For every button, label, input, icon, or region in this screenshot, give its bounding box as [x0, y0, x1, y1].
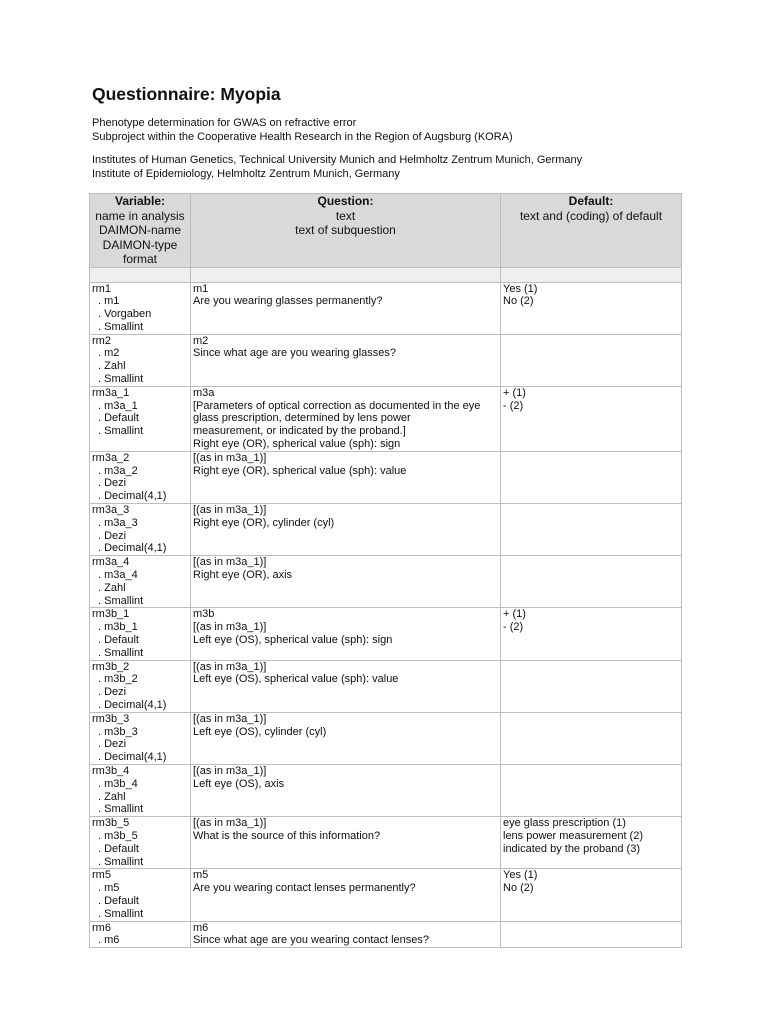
table-row	[90, 282, 682, 334]
default-line: eye glass prescription (1)	[503, 817, 626, 830]
table-row	[90, 608, 682, 660]
spacer-row	[90, 267, 682, 282]
variable-line: . m6	[98, 934, 120, 947]
default-line: + (1)	[503, 386, 526, 399]
variable-line: rm6	[92, 921, 111, 934]
table-row	[90, 556, 682, 608]
default-cell	[501, 386, 682, 451]
variable-line: . Dezi	[98, 477, 127, 490]
variable-line: rm3a_2	[92, 451, 130, 464]
variable-line: . m3b_5	[98, 829, 138, 842]
default-line: Yes (1)	[503, 282, 538, 295]
variable-line: . Decimal(4,1)	[98, 699, 167, 711]
variable-line: rm3a_1	[92, 386, 130, 399]
institute-line: Institute of Epidemiology, Helmholtz Zentrum Munich, Germany	[92, 168, 400, 180]
question-line: m1	[193, 282, 209, 295]
variable-line: . Default	[98, 842, 139, 855]
question-line: glass prescription, determined by lens power	[193, 412, 411, 425]
question-line: Are you wearing contact lenses permanently?	[193, 882, 416, 895]
default-line: Yes (1)	[503, 869, 538, 882]
question-line: m5	[193, 869, 209, 882]
variable-line: rm1	[92, 282, 111, 295]
default-cell	[501, 556, 682, 608]
header-variable-line: DAIMON-type	[102, 237, 178, 252]
question-line: Left eye (OS), cylinder (cyl)	[193, 725, 327, 738]
page-title: Questionnaire: Myopia	[92, 84, 281, 104]
question-line: [Parameters of optical correction as documented in the eye	[193, 399, 481, 412]
default-cell	[501, 712, 682, 764]
default-cell	[501, 334, 682, 386]
question-line: Right eye (OR), spherical value (sph): value	[193, 464, 407, 477]
question-line: Since what age are you wearing glasses?	[193, 347, 397, 360]
variable-line: . m3b_2	[98, 673, 138, 686]
header-default	[501, 194, 682, 268]
variable-line: . m3b_4	[98, 777, 138, 790]
variable-cell	[90, 764, 191, 816]
question-cell	[191, 386, 501, 451]
question-line: [(as in m3a_1)]	[193, 451, 267, 464]
default-cell	[501, 764, 682, 816]
table-row	[90, 869, 682, 921]
header-question-line: text	[335, 208, 356, 223]
table-row	[90, 817, 682, 869]
variable-line: rm3b_3	[92, 712, 130, 725]
question-cell	[191, 608, 501, 660]
question-line: [(as in m3a_1)]	[193, 817, 267, 830]
header-question-title: Question:	[317, 194, 374, 208]
table-row	[90, 921, 682, 948]
variable-line: . Decimal(4,1)	[98, 542, 167, 555]
variable-line: . m3b_3	[98, 725, 138, 738]
question-line: m3a	[193, 386, 215, 399]
question-cell	[191, 451, 501, 503]
default-cell	[501, 282, 682, 334]
variable-line: . Default	[98, 894, 139, 907]
variable-line: . Dezi	[98, 738, 127, 751]
header-variable-line: DAIMON-name	[98, 223, 181, 237]
question-line: What is the source of this information?	[193, 829, 381, 842]
variable-line: . m3a_3	[98, 516, 138, 529]
question-cell	[191, 712, 501, 764]
variable-line: . Zahl	[98, 790, 126, 803]
question-line: Left eye (OS), spherical value (sph): sign	[193, 634, 393, 647]
variable-line: rm3b_1	[92, 608, 130, 621]
question-line: Right eye (OR), spherical value (sph): sign	[193, 438, 401, 451]
variable-line: . m3a_2	[98, 464, 138, 477]
questionnaire-table	[89, 193, 682, 948]
variable-line: . Smallint	[98, 373, 144, 386]
question-line: Since what age are you wearing contact lenses?	[193, 934, 430, 947]
default-cell	[501, 921, 682, 948]
default-line: No (2)	[503, 882, 534, 895]
variable-line: . m2	[98, 347, 120, 360]
variable-line: . m5	[98, 882, 120, 895]
institutes-block	[92, 153, 582, 181]
question-line: Right eye (OR), cylinder (cyl)	[193, 516, 335, 529]
question-cell	[191, 556, 501, 608]
variable-cell	[90, 817, 191, 869]
intro-line: Phenotype determination for GWAS on refractive error	[92, 117, 357, 129]
question-cell	[191, 660, 501, 712]
table-header-row	[90, 194, 682, 268]
variable-cell	[90, 712, 191, 764]
variable-line: rm3a_3	[92, 504, 130, 517]
default-cell	[501, 869, 682, 921]
variable-line: rm3b_4	[92, 764, 130, 777]
default-cell	[501, 817, 682, 869]
default-line: No (2)	[503, 295, 534, 308]
variable-cell	[90, 921, 191, 948]
table-row	[90, 386, 682, 451]
question-line: [(as in m3a_1)]	[193, 712, 267, 725]
variable-line: . Zahl	[98, 581, 126, 594]
default-line: - (2)	[503, 621, 524, 634]
question-line: measurement, or indicated by the proband.]	[193, 425, 406, 438]
variable-line: rm3b_5	[92, 817, 130, 830]
variable-line: . m1	[98, 295, 120, 308]
question-line: Are you wearing glasses permanently?	[193, 295, 383, 308]
default-line: - (2)	[503, 399, 524, 412]
question-cell	[191, 282, 501, 334]
variable-line: . Default	[98, 634, 139, 647]
table-row	[90, 334, 682, 386]
variable-line: . Smallint	[98, 907, 144, 920]
question-cell	[191, 334, 501, 386]
variable-cell	[90, 282, 191, 334]
variable-line: . Smallint	[98, 594, 144, 607]
question-line: [(as in m3a_1)]	[193, 556, 267, 569]
variable-cell	[90, 869, 191, 921]
variable-line: rm3b_2	[92, 660, 130, 673]
variable-line: . Default	[98, 412, 139, 425]
variable-line: rm2	[92, 334, 111, 347]
variable-cell	[90, 556, 191, 608]
variable-line: . Decimal(4,1)	[98, 490, 167, 503]
table-row	[90, 660, 682, 712]
variable-cell	[90, 334, 191, 386]
variable-line: . Zahl	[98, 360, 126, 373]
header-variable-line: name in analysis	[95, 208, 185, 223]
variable-line: . Decimal(4,1)	[98, 751, 167, 764]
variable-line: . Smallint	[98, 320, 144, 333]
question-cell	[191, 869, 501, 921]
variable-cell	[90, 386, 191, 451]
header-variable-title: Variable:	[114, 194, 166, 208]
default-cell	[501, 504, 682, 556]
variable-cell	[90, 504, 191, 556]
variable-line: . Smallint	[98, 855, 144, 868]
question-cell	[191, 817, 501, 869]
intro-line: Subproject within the Cooperative Health Research in the Region of Augsburg (KORA)	[92, 131, 513, 143]
variable-line: . Smallint	[98, 425, 144, 438]
question-cell	[191, 764, 501, 816]
header-default-title: Default:	[568, 194, 614, 208]
institute-line: Institutes of Human Genetics, Technical University Munich and Helmholtz Zentrum Munich, Germany	[92, 154, 583, 166]
variable-cell	[90, 608, 191, 660]
table-row	[90, 764, 682, 816]
question-line: m6	[193, 921, 209, 934]
header-question	[191, 194, 501, 268]
variable-line: . Vorgaben	[98, 308, 152, 321]
question-line: [(as in m3a_1)]	[193, 504, 267, 517]
header-default-line: text and (coding) of default	[519, 208, 663, 223]
default-cell	[501, 451, 682, 503]
variable-line: . Dezi	[98, 529, 127, 542]
variable-cell	[90, 660, 191, 712]
variable-line: . Smallint	[98, 803, 144, 816]
question-line: Right eye (OR), axis	[193, 569, 293, 582]
header-variable	[90, 194, 191, 268]
question-cell	[191, 504, 501, 556]
question-line: m2	[193, 334, 209, 347]
variable-line: . Smallint	[98, 646, 144, 659]
default-line: lens power measurement (2)	[503, 829, 644, 842]
variable-line: . m3a_1	[98, 399, 138, 412]
question-line: [(as in m3a_1)]	[193, 764, 267, 777]
default-line: + (1)	[503, 608, 526, 621]
table-row	[90, 712, 682, 764]
intro-block	[92, 116, 513, 144]
question-line: Left eye (OS), axis	[193, 777, 285, 790]
variable-cell	[90, 451, 191, 503]
question-line: [(as in m3a_1)]	[193, 660, 267, 673]
default-cell	[501, 608, 682, 660]
table-row	[90, 504, 682, 556]
question-line: m3b	[193, 608, 215, 621]
variable-line: rm5	[92, 869, 111, 882]
table-row	[90, 451, 682, 503]
variable-line: . m3b_1	[98, 621, 138, 634]
default-line: indicated by the proband (3)	[503, 842, 640, 855]
question-line: [(as in m3a_1)]	[193, 621, 267, 634]
question-line: Left eye (OS), spherical value (sph): value	[193, 673, 399, 686]
header-variable-line: format	[122, 252, 157, 266]
variable-line: rm3a_4	[92, 556, 130, 569]
variable-line: . Dezi	[98, 686, 127, 699]
header-question-line: text of subquestion	[295, 223, 396, 237]
question-cell	[191, 921, 501, 948]
default-cell	[501, 660, 682, 712]
variable-line: . m3a_4	[98, 569, 138, 582]
